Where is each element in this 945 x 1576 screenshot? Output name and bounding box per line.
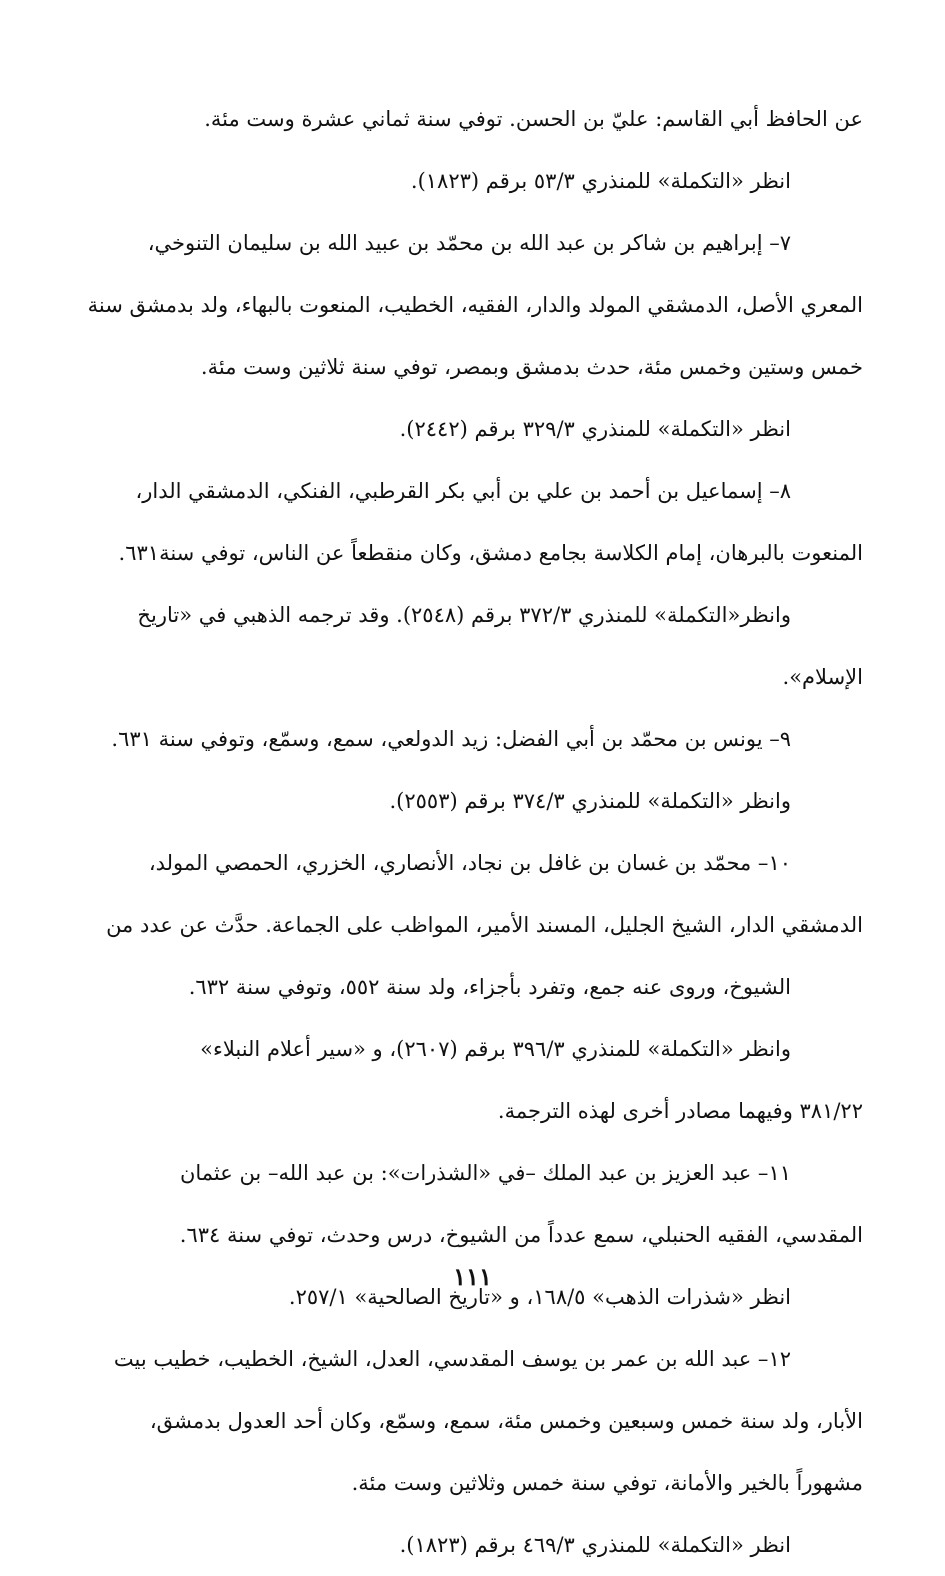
- text-line: ١٢– عبد الله بن عمر بن يوسف المقدسي، العدل، الشيخ، الخطيب، خطيب بيت: [113, 1347, 791, 1371]
- text-line: وانظر«التكملة» للمنذري ٣٧٢/٣ برقم (٢٥٤٨). وقد ترجمه الذهبي في «تاريخ: [137, 603, 791, 627]
- text-line: وانظر «التكملة» للمنذري ٣٩٦/٣ برقم (٢٦٠٧)، و «سير أعلام النبلاء»: [200, 1037, 791, 1061]
- text-line: الإسلام».: [782, 665, 863, 689]
- text-line: خمس وستين وخمس مئة، حدث بدمشق وبمصر، توفي سنة ثلاثين وست مئة.: [200, 355, 863, 379]
- text-line: الأبار، ولد سنة خمس وسبعين وخمس مئة، سمع، وسمّع، وكان أحد العدول بدمشق،: [149, 1409, 863, 1433]
- text-line: انظر «التكملة» للمنذري ٣٢٩/٣ برقم (٢٤٤٢).: [399, 417, 791, 441]
- text-line: الدمشقي الدار، الشيخ الجليل، المسند الأمير، المواظب على الجماعة. حدَّث عن عدد من: [106, 913, 863, 937]
- text-line: ٧– إبراهيم بن شاكر بن عبد الله بن محمّد بن عبيد الله بن سليمان التنوخي،: [147, 231, 791, 255]
- text-line: مشهوراً بالخير والأمانة، توفي سنة خمس وثلاثين وست مئة.: [351, 1471, 863, 1495]
- text-line: المنعوت بالبرهان، إمام الكلاسة بجامع دمشق، وكان منقطعاً عن الناس، توفي سنة٦٣١.: [118, 541, 863, 565]
- text-line: ٩– يونس بن محمّد بن أبي الفضل: زيد الدولعي، سمع، وسمّع، وتوفي سنة ٦٣١.: [111, 727, 791, 751]
- text-line: الشيوخ، وروى عنه جمع، وتفرد بأجزاء، ولد سنة ٥٥٢، وتوفي سنة ٦٣٢.: [188, 975, 791, 999]
- body-text: [78, 88, 863, 1576]
- text-line: انظر «شذرات الذهب» ١٦٨/٥، و «تاريخ الصالحية» ٢٥٧/١.: [288, 1285, 791, 1309]
- text-line: المعري الأصل، الدمشقي المولد والدار، الفقيه، الخطيب، المنعوت بالبهاء، ولد بدمشق سنة: [87, 293, 863, 317]
- text-line: المقدسي، الفقيه الحنبلي، سمع عدداً من الشيوخ، درس وحدث، توفي سنة ٦٣٤.: [179, 1223, 863, 1247]
- text-line: انظر «التكملة» للمنذري ٥٣/٣ برقم (١٨٢٣).: [410, 169, 791, 193]
- text-line: ٨– إسماعيل بن أحمد بن علي بن أبي بكر القرطبي، الفنكي، الدمشقي الدار،: [135, 479, 791, 503]
- page-number: ١١١: [453, 1262, 492, 1291]
- text-line: ٣٨١/٢٢ وفيهما مصادر أخرى لهذه الترجمة.: [497, 1099, 863, 1123]
- text-line: انظر «التكملة» للمنذري ٤٦٩/٣ برقم (١٨٢٣).: [399, 1533, 791, 1557]
- text-line: ١١– عبد العزيز بن عبد الملك –في «الشذرات»: بن عبد الله– بن عثمان: [179, 1161, 791, 1185]
- text-line: ١٠– محمّد بن غسان بن غافل بن نجاد، الأنصاري، الخزري، الحمصي المولد،: [148, 851, 791, 875]
- text-line: وانظر «التكملة» للمنذري ٣٧٤/٣ برقم (٢٥٥٣).: [389, 789, 791, 813]
- text-line: عن الحافظ أبي القاسم: عليّ بن الحسن. توفي سنة ثماني عشرة وست مئة.: [204, 107, 863, 131]
